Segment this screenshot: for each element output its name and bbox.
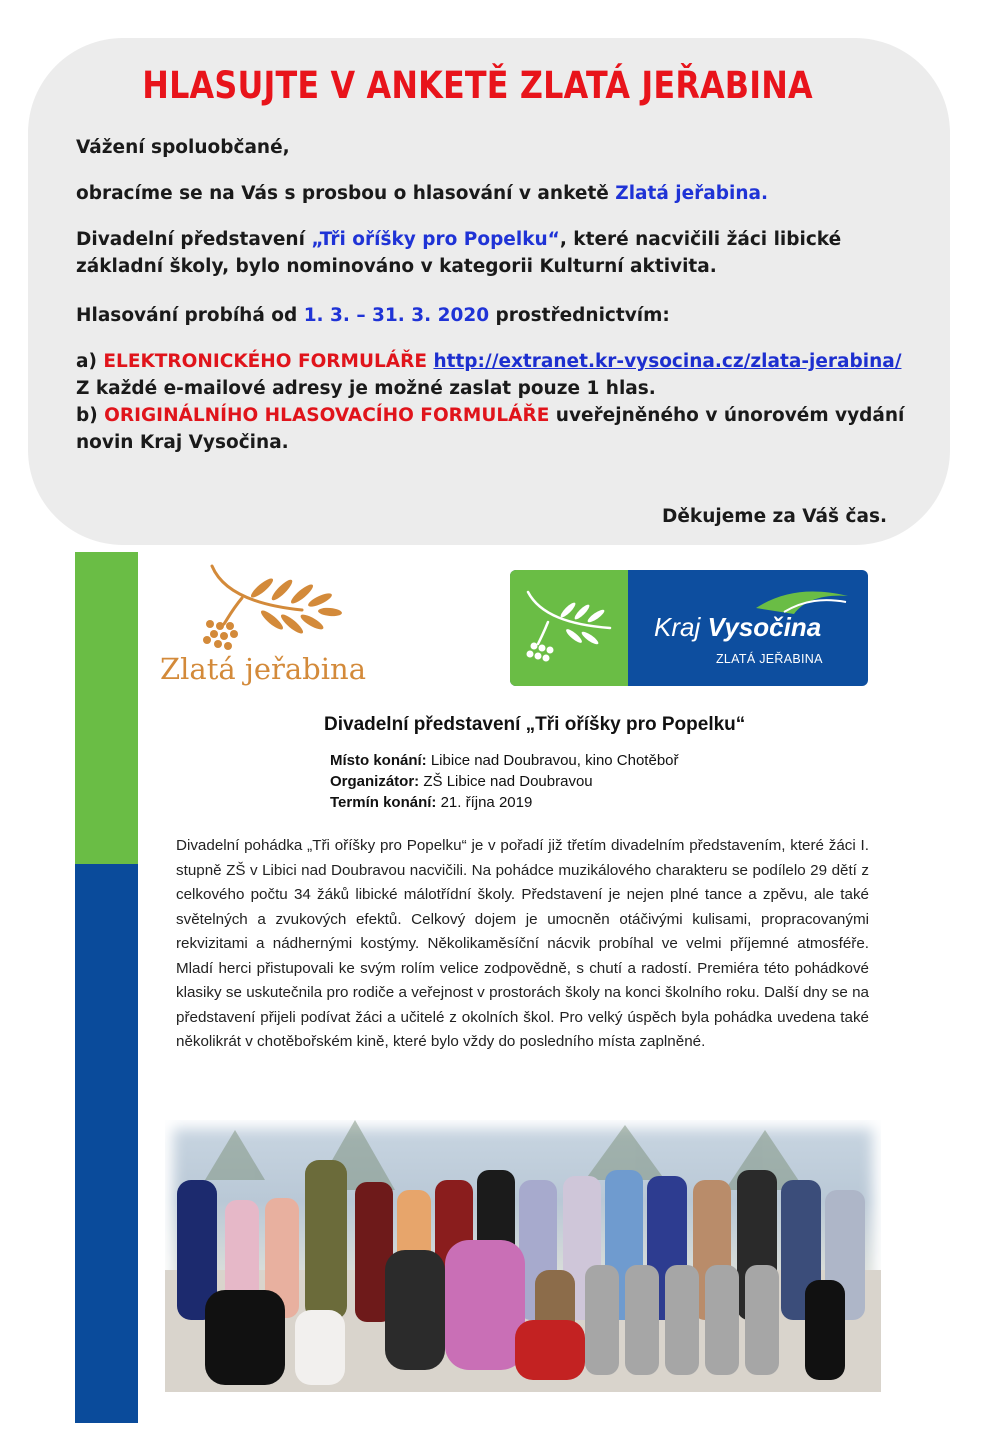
thanks-note: Děkujeme za Váš čas. xyxy=(662,506,887,527)
zlata-jerabina-logo xyxy=(152,560,366,692)
event-place-label: Místo konání: xyxy=(330,752,427,769)
logo-kraj-word: Kraj xyxy=(654,612,701,642)
option-b-label: ORIGINÁLNÍHO HLASOVACÍHO FORMULÁŘE xyxy=(104,405,550,426)
side-bar-blue xyxy=(75,864,138,1423)
paragraph-nomination xyxy=(76,226,906,280)
paragraph-dates xyxy=(76,302,906,329)
option-b-prefix: b) xyxy=(76,405,105,426)
event-date-label: Termín konání: xyxy=(330,794,437,811)
event-place-value: Libice nad Doubravou, kino Chotěboř xyxy=(426,752,679,769)
option-a-note: Z každé e-mailové adresy je možné zaslat pouze 1 hlas. xyxy=(76,378,656,399)
logo-left-name: Zlatá jeřabina xyxy=(160,652,366,686)
kraj-vysocina-logo xyxy=(510,570,868,686)
rowan-branch-icon xyxy=(152,560,352,655)
event-place xyxy=(330,752,679,769)
group-photo xyxy=(165,1120,881,1392)
greeting: Vážení spoluobčané, xyxy=(76,137,290,158)
event-description: Divadelní pohádka „Tři oříšky pro Popelku“ je v pořadí již třetím divadelním představením, které žáci I. stupně ZŠ v Libici nad Doubravou nacvičili. Na pohádce muzikálového charakteru se podílelo 29 dětí z celkového počtu 34 žáků libické málotřídní školy. Představení je nejen plné tance a zpěvu, ale také světelných a zvukových efektů. Celkový dojem je umocněn otáčivými kulisami, propracovanými rekvizitami a nádhernými kostýmy. Několikaměsíční nácvik probíhal ve velmi příjemné atmosféře. Mladí herci přistupovali ke svým rolím velice zodpovědně, s chutí a radostí. Premiéra této pohádkové klasiky se uskutečnila pro rodiče a veřejnost v prostorách školy na konci školního roku. Další dny se na představení přijeli podívat žáci a učitelé z okolních škol. Pro velký úspěch byla pohádka uvedena také několikrát v chotěbořském kině, které bylo vždy do posledního místa zaplněné. xyxy=(176,837,869,1050)
logo-kraj-text xyxy=(654,612,821,643)
event-organizer xyxy=(330,773,593,790)
event-title: Divadelní představení „Tři oříšky pro Popelku“ xyxy=(324,714,746,735)
logo-subtitle: ZLATÁ JEŘABINA xyxy=(716,652,823,666)
dates-text-post: prostřednictvím: xyxy=(489,305,670,326)
announcement-panel xyxy=(28,38,950,545)
voting-period: 1. 3. – 31. 3. 2020 xyxy=(303,305,490,326)
page-title: HLASUJTE V ANKETĚ ZLATÁ JEŘABINA xyxy=(142,64,813,107)
paragraph-request xyxy=(76,180,906,207)
event-date-value: 21. října 2019 xyxy=(436,794,533,811)
option-a-prefix: a) xyxy=(76,351,104,372)
option-a xyxy=(76,348,906,456)
option-b-text: uveřejněného v únorovém vydání novin Kraj Vysočina. xyxy=(76,405,905,453)
group-photo-image xyxy=(165,1120,881,1392)
event-date xyxy=(330,794,532,811)
event-organizer-value: ZŠ Libice nad Doubravou xyxy=(419,773,593,790)
play-title: „Tři oříšky pro Popelku“ xyxy=(311,229,560,250)
nomination-text-post: , které nacvičili žáci libické základní školy, bylo nominováno v kategorii Kulturní aktivita. xyxy=(76,229,842,277)
dates-text-pre: Hlasování probíhá od xyxy=(76,305,304,326)
rowan-branch-white-icon xyxy=(510,570,628,686)
nomination-text-pre: Divadelní představení xyxy=(76,229,312,250)
logo-vysocina-word: Vysočina xyxy=(707,612,822,642)
survey-name: Zlatá jeřabina. xyxy=(615,183,769,204)
event-organizer-label: Organizátor: xyxy=(330,773,420,790)
side-bar-green xyxy=(75,552,138,864)
paragraph-request-text: obracíme se na Vás s prosbou o hlasování v anketě xyxy=(76,183,616,204)
voting-form-link[interactable]: http://extranet.kr-vysocina.cz/zlata-jerabina/ xyxy=(433,351,902,372)
option-a-label: ELEKTRONICKÉHO FORMULÁŘE xyxy=(103,351,427,372)
logo-green-box xyxy=(510,570,628,686)
